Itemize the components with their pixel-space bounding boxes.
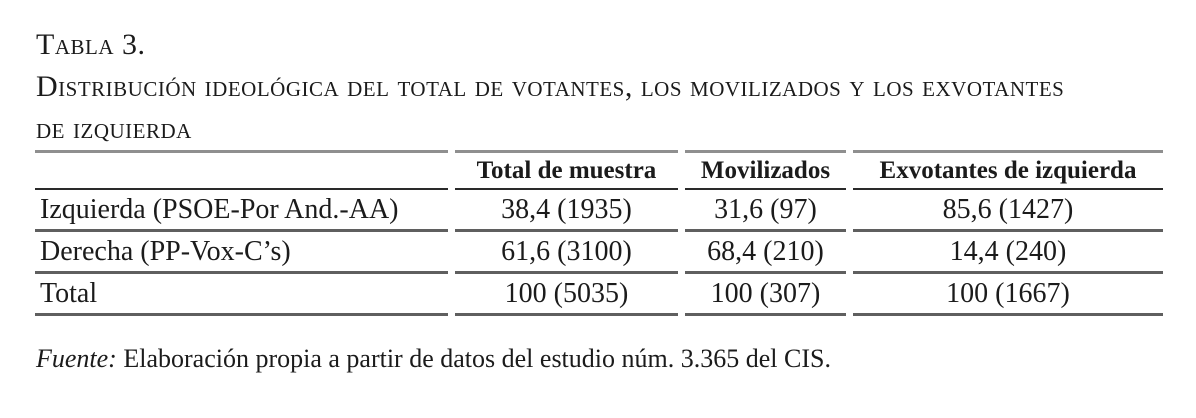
row-label-derecha: Derecha (PP-Vox-C’s) — [35, 232, 448, 274]
cell-derecha-exvotantes: 14,4 (240) — [853, 232, 1163, 274]
column-header-movilizados: Movilizados — [685, 150, 846, 190]
column-header-empty — [35, 150, 448, 190]
data-table — [28, 150, 1170, 316]
cell-total-total: 100 (5035) — [455, 274, 678, 316]
table-number: Tabla 3. — [36, 28, 146, 61]
source-note — [36, 342, 1196, 376]
cell-izquierda-total: 38,4 (1935) — [455, 190, 678, 232]
cell-izquierda-exvotantes: 85,6 (1427) — [853, 190, 1163, 232]
source-label: Fuente: — [36, 344, 117, 373]
table-row-total — [35, 274, 1163, 316]
cell-derecha-movilizados: 68,4 (210) — [685, 232, 846, 274]
row-label-izquierda: Izquierda (PSOE-Por And.-AA) — [35, 190, 448, 232]
cell-total-movilizados: 100 (307) — [685, 274, 846, 316]
header-row — [35, 150, 1163, 190]
table-caption-line-2: de izquierda — [36, 112, 192, 145]
cell-total-exvotantes: 100 (1667) — [853, 274, 1163, 316]
column-header-exvotantes-de-izquierda: Exvotantes de izquierda — [853, 150, 1163, 190]
table-row-izquierda — [35, 190, 1163, 232]
column-header-total-de-muestra: Total de muestra — [455, 150, 678, 190]
cell-derecha-total: 61,6 (3100) — [455, 232, 678, 274]
table-caption — [36, 66, 1176, 150]
row-label-total: Total — [35, 274, 448, 316]
table-caption-line-1: Distribución ideológica del total de votantes, los movilizados y los exvotantes — [36, 70, 1065, 103]
cell-izquierda-movilizados: 31,6 (97) — [685, 190, 846, 232]
table-row-derecha — [35, 232, 1163, 274]
source-text: Elaboración propia a partir de datos del estudio núm. 3.365 del CIS. — [123, 344, 831, 373]
